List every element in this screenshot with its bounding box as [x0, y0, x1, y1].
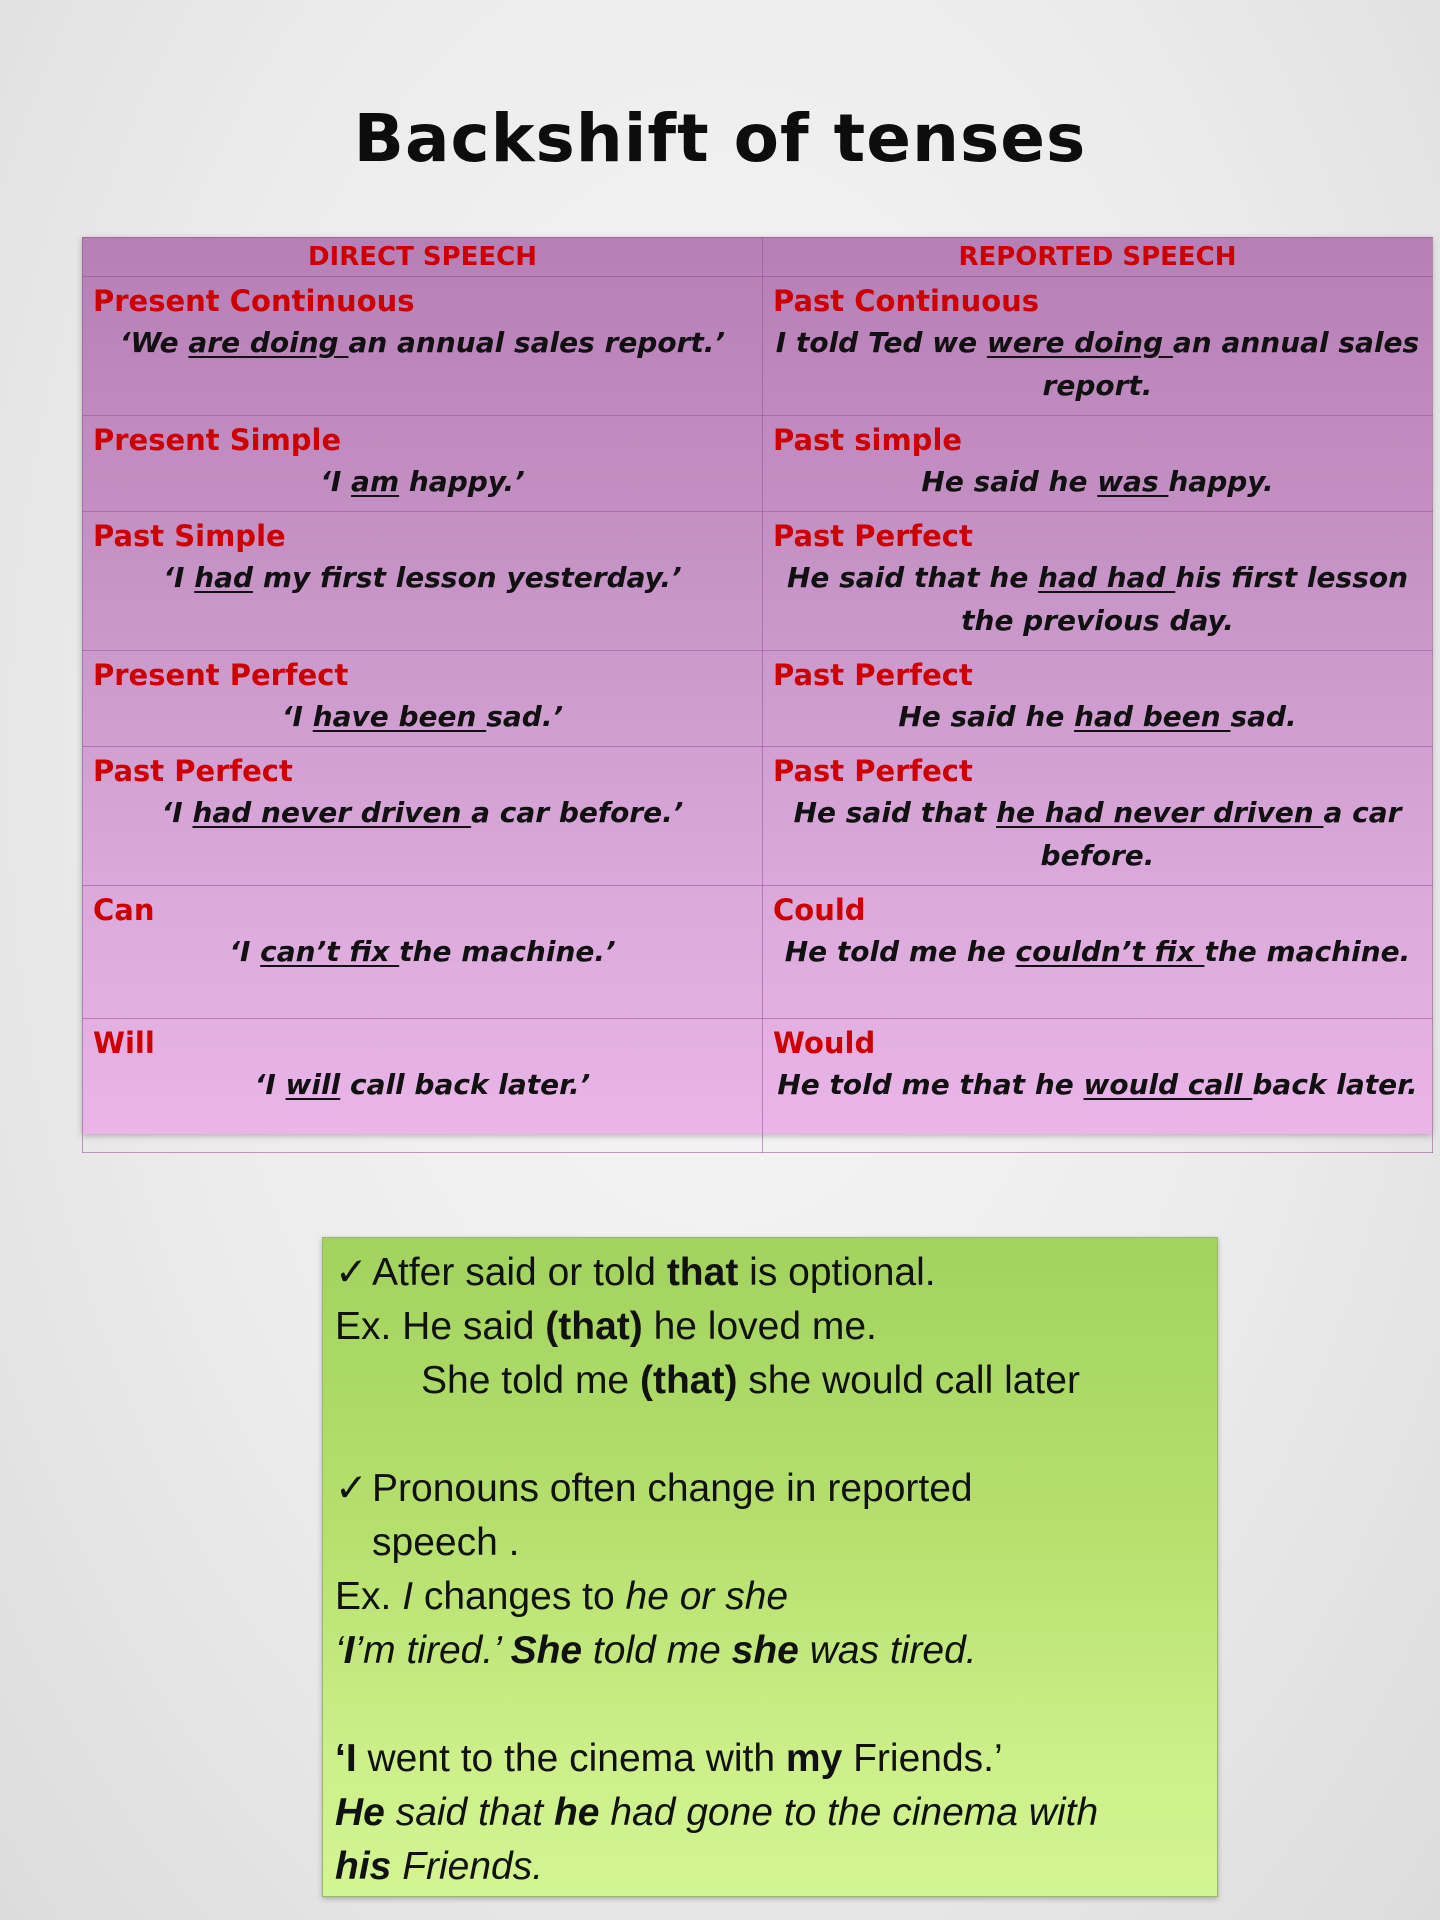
- direct-example: ‘I had my first lesson yesterday.’: [163, 561, 682, 594]
- reported-cell: [763, 886, 1433, 1019]
- reported-example: He said that he had had his first lesson the previous day.: [786, 561, 1409, 637]
- tense-table: [82, 237, 1432, 1134]
- reported-tense: Could: [773, 893, 866, 927]
- reported-cell: [763, 512, 1433, 651]
- direct-tense: Present Perfect: [93, 658, 349, 692]
- reported-cell: [763, 747, 1433, 886]
- direct-example: ‘I had never driven a car before.’: [161, 796, 684, 829]
- note-line: ‘I went to the cinema with my Friends.’: [335, 1737, 1003, 1780]
- table-header-row: [83, 238, 1433, 277]
- table-row: [83, 747, 1433, 886]
- table-row: [83, 416, 1433, 512]
- direct-example: ‘I will call back later.’: [254, 1068, 591, 1101]
- direct-tense: Past Simple: [93, 519, 286, 553]
- reported-example: I told Ted we were doing an annual sales report.: [775, 326, 1420, 402]
- table-row: [83, 1019, 1433, 1153]
- reported-example: He told me he couldn’t fix the machine.: [784, 935, 1411, 968]
- reported-example: He said that he had never driven a car before.: [793, 796, 1402, 872]
- direct-cell: [83, 512, 763, 651]
- reported-cell: [763, 416, 1433, 512]
- reported-tense: Past Perfect: [773, 519, 973, 553]
- direct-cell: [83, 747, 763, 886]
- note-line: She told me (that) she would call later: [421, 1359, 1080, 1402]
- direct-example: ‘We are doing an annual sales report.’: [119, 326, 726, 359]
- direct-tense: Present Simple: [93, 423, 342, 457]
- table-row: [83, 886, 1433, 1019]
- direct-tense: Can: [93, 893, 155, 927]
- direct-example: ‘I have been sad.’: [281, 700, 564, 733]
- reported-example: He said he was happy.: [921, 465, 1274, 498]
- note-line: Ex. He said (that) he loved me.: [335, 1305, 877, 1348]
- direct-cell: [83, 1019, 763, 1153]
- reported-example: He said he had been sad.: [898, 700, 1297, 733]
- reported-tense: Past Perfect: [773, 754, 973, 788]
- notes-box: [322, 1237, 1218, 1897]
- header-reported-speech: REPORTED SPEECH: [763, 238, 1433, 277]
- note-line: ✓ Pronouns often change in reported: [335, 1462, 1217, 1516]
- direct-cell: [83, 277, 763, 416]
- note-line: Ex. I changes to he or she: [335, 1575, 789, 1618]
- note-line: speech .: [372, 1521, 520, 1564]
- direct-tense: Present Continuous: [93, 284, 415, 318]
- direct-cell: [83, 416, 763, 512]
- check-mark-icon: ✓: [335, 1467, 368, 1510]
- direct-example: ‘I can’t fix the machine.’: [229, 935, 616, 968]
- reported-example: He told me that he would call back later.: [777, 1068, 1418, 1101]
- reported-cell: [763, 651, 1433, 747]
- table-row: [83, 277, 1433, 416]
- check-mark-icon: ✓: [335, 1251, 368, 1294]
- reported-tense: Past Continuous: [773, 284, 1040, 318]
- reported-cell: [763, 1019, 1433, 1153]
- note-line: ‘I’m tired.’ She told me she was tired.: [335, 1629, 977, 1672]
- reported-cell: [763, 277, 1433, 416]
- header-direct-speech: DIRECT SPEECH: [83, 238, 763, 277]
- table-row: [83, 512, 1433, 651]
- direct-tense: Past Perfect: [93, 754, 293, 788]
- reported-tense: Past simple: [773, 423, 963, 457]
- reported-tense: Past Perfect: [773, 658, 973, 692]
- table-row: [83, 651, 1433, 747]
- direct-cell: [83, 651, 763, 747]
- direct-example: ‘I am happy.’: [320, 465, 525, 498]
- page-title: Backshift of tenses: [353, 100, 1087, 177]
- direct-cell: [83, 886, 763, 1019]
- note-line: his Friends.: [335, 1845, 544, 1888]
- note-line: ✓ Atfer said or told that is optional.: [335, 1246, 1217, 1300]
- reported-tense: Would: [773, 1026, 876, 1060]
- direct-tense: Will: [93, 1026, 155, 1060]
- note-line: He said that he had gone to the cinema with: [335, 1791, 1099, 1834]
